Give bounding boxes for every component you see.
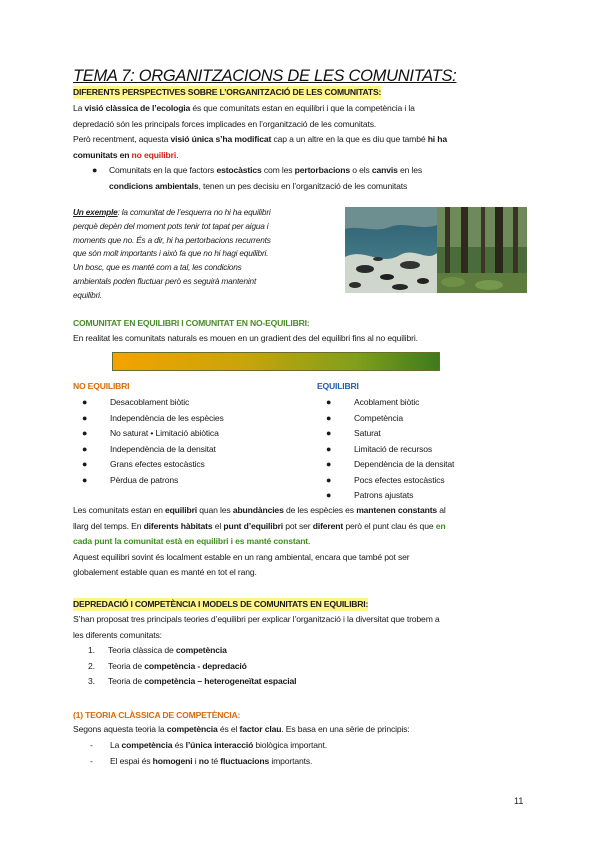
list-dash: - [90,740,93,750]
list-item-text: Pèrdua de patrons [110,474,179,485]
text-run: Teoria de [108,660,145,671]
example-line: equilibri. [73,289,102,300]
list-number: 1. [88,645,95,655]
text-run: La [73,103,85,113]
bold-run: comunitats en [73,149,132,160]
bold-run: equilibri [164,505,198,515]
text-run: Teoria clàssica de [108,645,176,655]
text-run: Segons aquesta teoria la [73,724,167,734]
list-item-text: Patrons ajustats [354,490,414,500]
list-item-text: No saturat • Limitació abiòtica [110,428,219,438]
list-item-text: Limitació de recursos [354,443,433,454]
bullet-dot: ● [92,165,98,175]
bold-run: abundàncies [232,505,284,515]
bold-run: competència [175,645,227,655]
example-line: moments que no. És a dir, hi ha pertorbacions recurrents [73,234,271,245]
bullet-line-2 [109,179,407,195]
example-text [73,206,341,303]
section-heading-perspectives: DIFERENTS PERSPECTIVES SOBRE L’ORGANITZACIÓ DE LES COMUNITATS: [73,87,382,97]
list-item-text: Independència de la densitat [110,443,216,454]
example-line: que són molt importants i això fa que no hi hagi equilibri. [73,248,269,259]
page-number: 11 [514,796,524,806]
bold-run: competència - depredació [144,660,247,671]
bold-run: diferent [312,520,344,531]
bold-run: estocàstics [216,165,262,175]
bold-run: visió clàssica de l’ecologia [84,103,191,113]
bullet-dot: ● [326,428,332,438]
paragraph-gradient-intro [73,331,418,347]
list-item-text: Grans efectes estocàstics [110,459,205,469]
text-run: cap a un altre en la que es diu que també [271,134,428,144]
text-run: les diferents comunitats: [73,629,162,640]
text-run: Les comunitats estan en [73,505,165,515]
bold-run: visió única s’ha modificat [170,134,272,144]
example-label: Un exemple [73,207,118,217]
text-run: Aquest equilibri sovint és localment estable en un rang ambiental, encara que també pot ser [73,551,410,562]
list-item-text [110,754,312,770]
bold-run: competència – heterogeneïtat espacial [144,676,297,686]
green-run: cada punt la comunitat està en equilibri i es manté constant [73,536,309,546]
list-item-text [108,643,227,659]
paragraph-classic-view [73,101,447,163]
text-run: però el punt clau és que [343,520,436,531]
section-heading-predation: DEPREDACIÓ I COMPETÈNCIA I MODELS DE COMUNITATS EN EQUILIBRI: [73,599,369,609]
section-heading-equilibrium: COMUNITAT EN EQUILIBRI I COMUNITAT EN NO-EQUILIBRI: [73,318,310,328]
list-item-text: Acoblament biòtic [354,397,420,407]
bullet-dot: ● [82,428,88,438]
text-run: o els [350,165,372,175]
list-item-text [108,674,296,690]
list-number: 3. [88,676,95,686]
text-run: i [192,755,199,766]
example-line: Un bosc, que es manté com a tal, les condicions [73,262,242,273]
text-run: El espai és [110,755,153,766]
bold-run: punt d’equilibri [223,520,284,531]
bold-run: no [198,755,209,766]
text-run: de les espècies es [283,505,357,515]
lake-shore-photo [345,207,437,293]
text-run: pot ser [283,520,313,531]
text-run: és que comunitats estan en equilibri i que la competència i la [190,103,415,113]
bold-run: homogeni [152,755,193,766]
bullet-dot: ● [82,474,88,485]
text-run: En realitat les comunitats naturals es mouen en un gradient des del equilibri fins al no equilibri. [73,333,418,343]
bullet-line-1 [109,163,422,179]
example-line [73,206,341,220]
text-run: Però recentment, aquesta [73,134,171,144]
paragraph-theories-intro [73,612,440,643]
forest-photo [437,207,527,293]
text-run: . [308,536,311,546]
text-run: . Es basa en una sèrie de principis: [281,724,410,734]
bullet-dot: ● [326,490,332,500]
text-run: S’han proposat tres principals teories d’equilibri per explicar l’organització i la diversitat que trobem a [73,614,440,624]
no-equilibrium-label: NO EQUILIBRI [73,381,130,391]
bullet-dot: ● [82,412,88,423]
text-run: : la comunitat de l’esquerra no hi ha equilibri [117,207,271,217]
text-run: en les [397,165,423,175]
list-dash: - [90,755,93,766]
paragraph-equilibrium-definition [73,503,446,581]
text-run: és el [217,724,240,734]
bullet-dot: ● [82,443,88,454]
bold-run: hi ha [427,134,447,144]
list-item-text [110,738,327,754]
text-run: depredació són les principals forces implicades en l’organització de les comunitats. [73,118,377,129]
list-item-text: Desacoblament biòtic [110,397,190,407]
page-title: TEMA 7: ORGANITZACIONS DE LES COMUNITATS: [73,67,457,85]
list-item-text: Competència [354,412,403,423]
list-item-text: Independència de les espècies [110,412,224,423]
bullet-dot: ● [326,474,332,485]
bullet-dot: ● [326,412,332,423]
list-item-text [108,659,247,675]
list-number: 2. [88,660,95,671]
bold-run: condicions ambientals [109,181,199,191]
text-run: Comunitats en la que factors [109,165,217,175]
text-run: biològica important. [253,740,327,750]
text-run: , tenen un pes decisiu en l’organització de les comunitats [198,181,408,191]
text-run: La [110,740,122,750]
bold-run: pertorbacions [294,165,351,175]
red-run: no equilibri [131,149,177,160]
equilibrium-label: EQUILIBRI [317,381,359,391]
bold-run: competència [166,724,218,734]
bold-run: competència [121,740,173,750]
bold-run: fluctuacions [220,755,270,766]
text-run: Teoria de [108,676,145,686]
bold-run: canvis [371,165,398,175]
text-run: . [176,149,179,160]
bold-run: mantenen constants [356,505,438,515]
text-run: quan les [197,505,233,515]
list-item-text: Saturat [354,428,381,438]
text-run: globalement estable quan es manté en tot el rang. [73,567,257,577]
text-run: el [212,520,224,531]
text-run: al [437,505,446,515]
text-run: llarg del temps. En [73,520,144,531]
green-run: en [435,520,446,531]
section-heading-classic-competition: (1) TEORIA CLÀSSICA DE COMPETÈNCIA: [73,710,241,720]
example-line: ambientals poden fluctuar però es seguirà mantenint [73,275,257,286]
bullet-dot: ● [82,397,88,407]
text-run: té [208,755,221,766]
text-run: importants. [269,755,313,766]
list-item-text: Dependència de la densitat [354,459,455,469]
equilibrium-gradient-bar [112,352,440,371]
bold-run: diferents hàbitats [143,520,213,531]
list-item-text: Pocs efectes estocàstics [354,474,445,485]
text-run: és [172,740,186,750]
bullet-dot: ● [82,459,88,469]
text-run: com les [261,165,295,175]
example-line: perquè depèn del moment pots tenir tot tapat per aigua i [73,220,269,231]
bullet-dot: ● [326,443,332,454]
bold-run: l’única interacció [185,740,254,750]
bold-run: factor clau [239,724,282,734]
paragraph-classic-competition [73,722,410,738]
bullet-dot: ● [326,397,332,407]
bullet-dot: ● [326,459,332,469]
